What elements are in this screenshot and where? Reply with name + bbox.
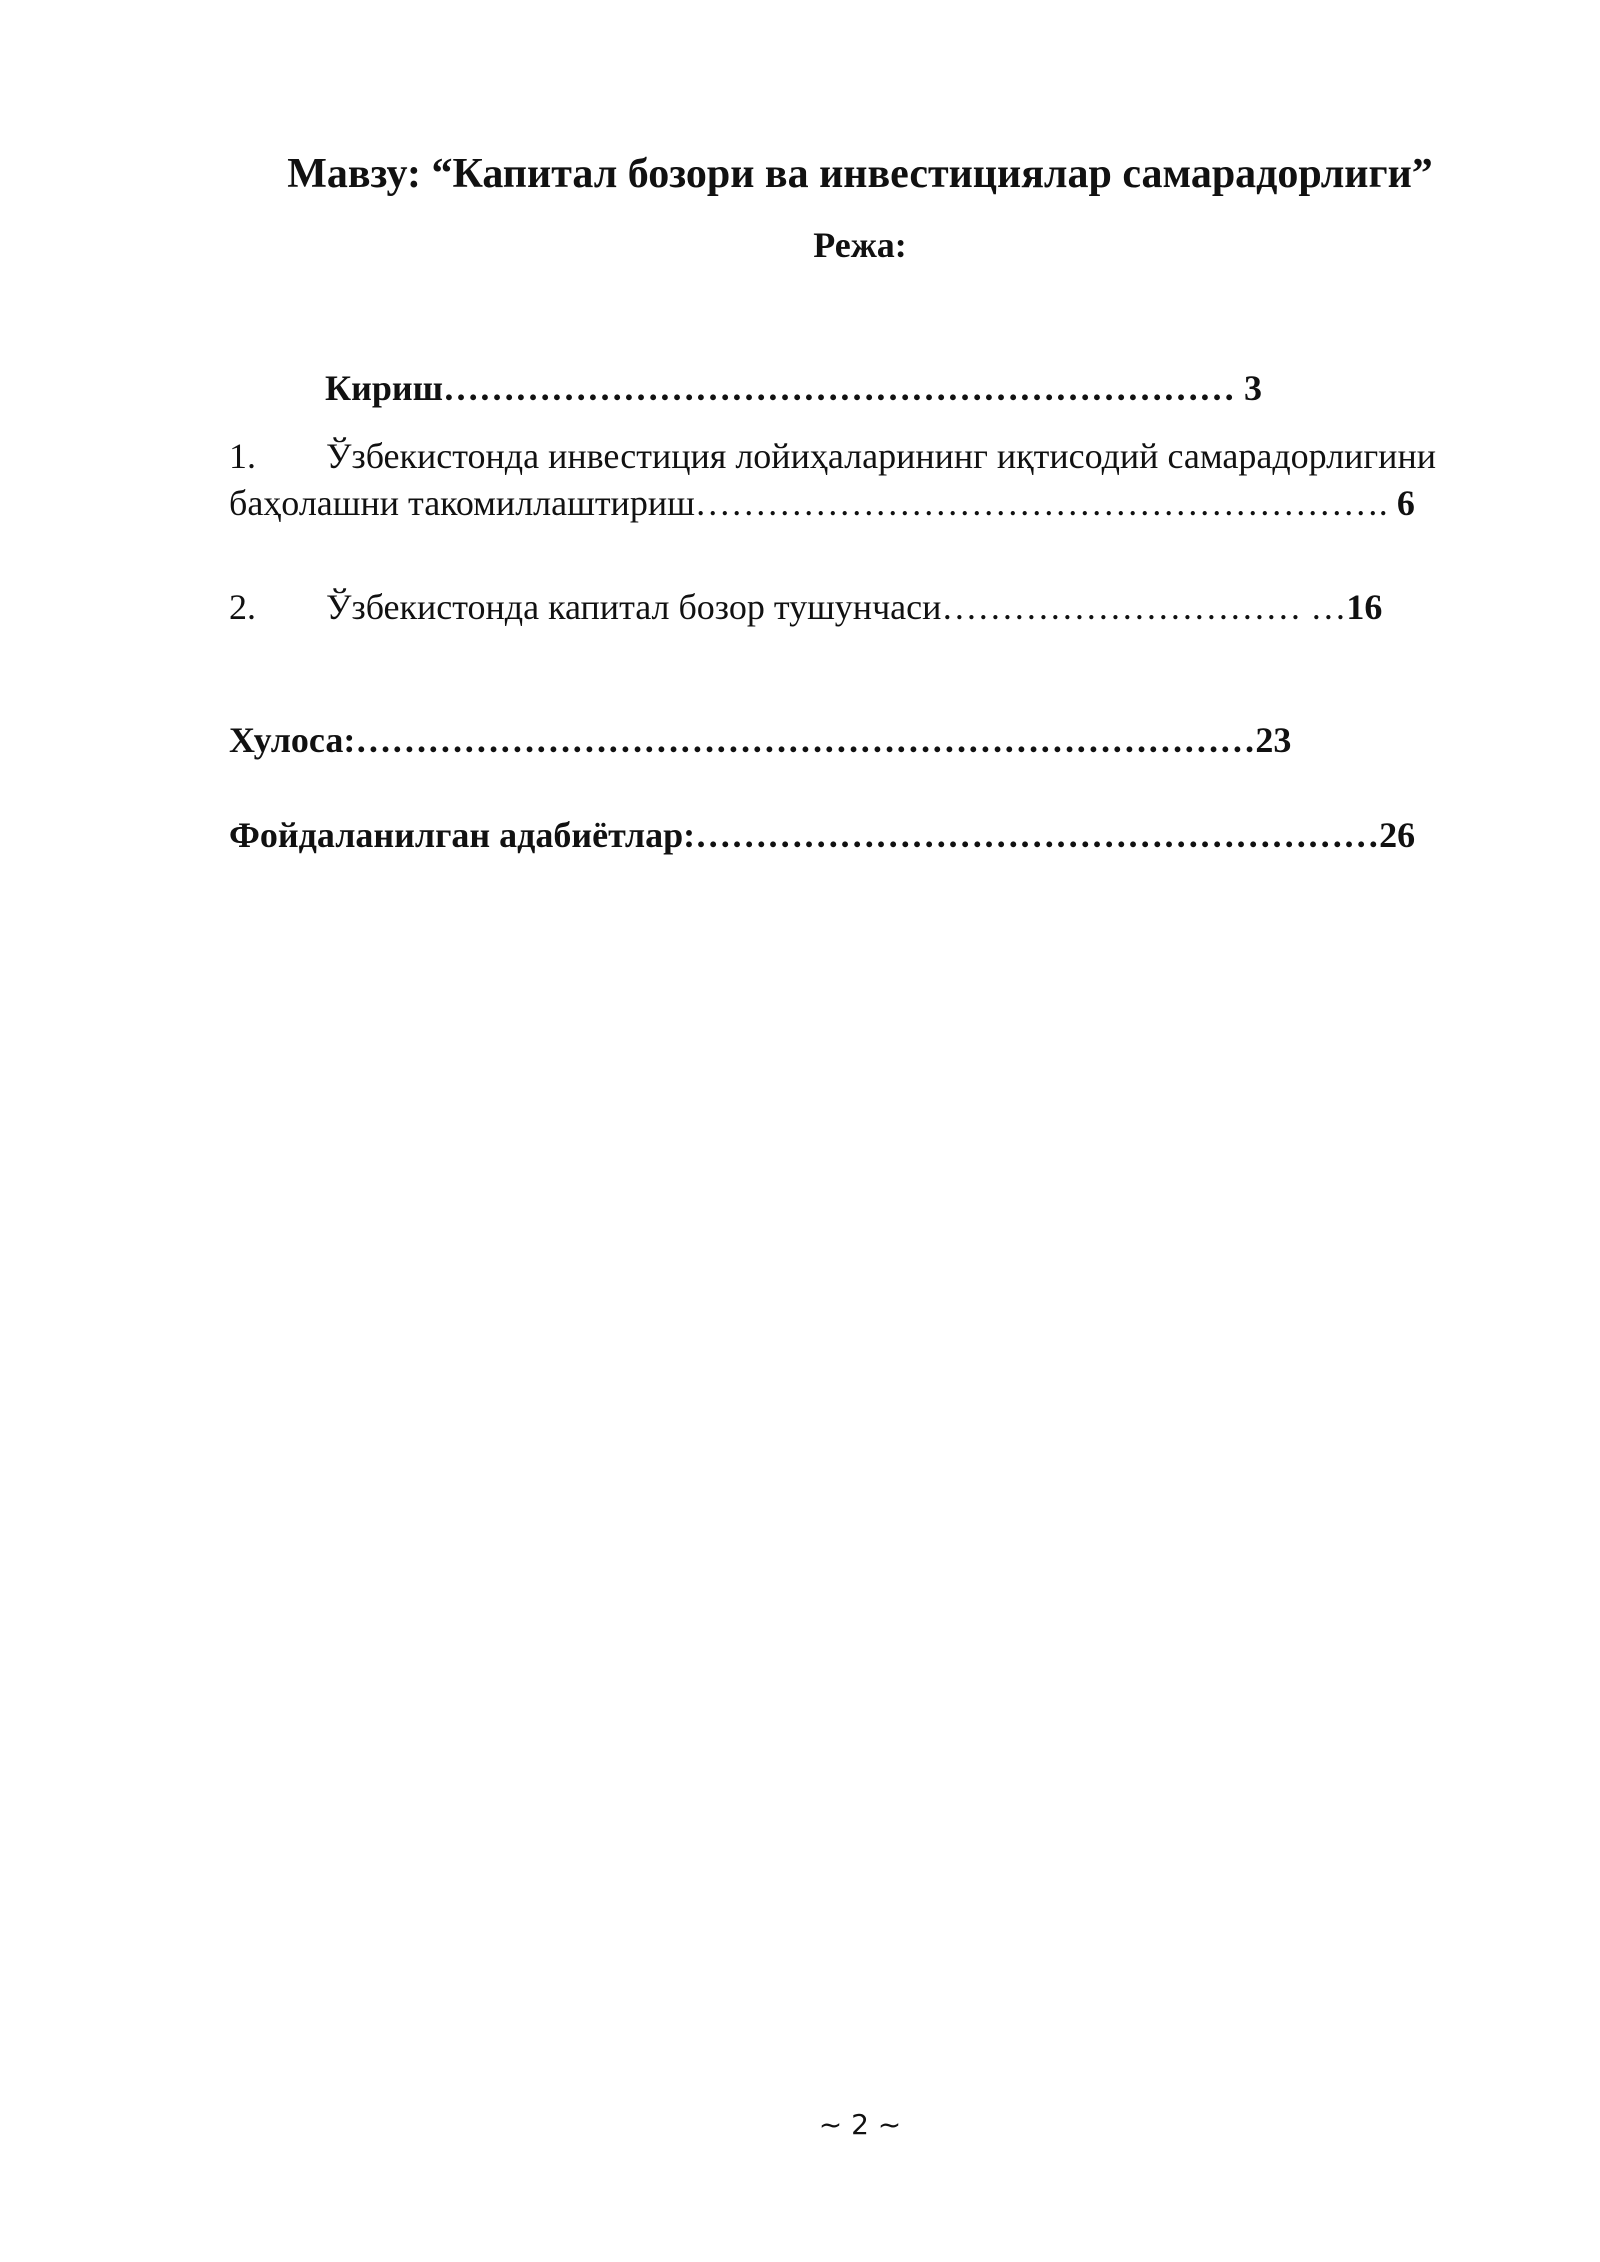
toc-entry-intro-page: 3: [1235, 368, 1263, 408]
toc-entry-1-continuation: [229, 479, 1415, 527]
toc-entry-2: [229, 583, 1382, 631]
toc-entry-1: [229, 432, 1436, 480]
document-title: Мавзу: “Капитал бозори ва инвестициялар самарадорлиги”: [287, 151, 1433, 197]
toc-entry-1-line1: Ўзбекистонда инвестиция лойиҳаларининг иқтисодий самарадорлигини: [326, 436, 1436, 476]
toc-entry-conclusion: [229, 716, 1291, 764]
plan-heading: Режа:: [813, 225, 907, 265]
toc-entry-intro: [325, 364, 1262, 412]
toc-entry-references-label: Фойдаланилган адабиётлар:…………………………………………………: [229, 815, 1380, 855]
toc-entry-1-page: 6: [1387, 483, 1415, 523]
toc-entry-references-page: 26: [1379, 815, 1416, 855]
toc-entry-intro-label: Кириш: [325, 368, 444, 408]
toc-entry-conclusion-label: Хулоса:…………………………………………………………………: [229, 720, 1256, 760]
toc-entry-intro-dots: …………………………………………………………: [443, 368, 1236, 408]
toc-entry-conclusion-page: 23: [1255, 720, 1292, 760]
toc-entry-2-page: 16: [1346, 587, 1383, 627]
toc-entry-2-label: Ўзбекистонда капитал бозор тушунчаси………………………… …: [326, 587, 1347, 627]
toc-entry-references: [229, 811, 1415, 859]
page-number: ~ 2 ~: [818, 2108, 902, 2141]
toc-entry-2-number: 2.: [229, 587, 256, 627]
toc-entry-1-line2: баҳолашни такомиллаштириш………………………………………………….: [229, 483, 1388, 523]
toc-entry-1-number: 1.: [229, 436, 256, 476]
